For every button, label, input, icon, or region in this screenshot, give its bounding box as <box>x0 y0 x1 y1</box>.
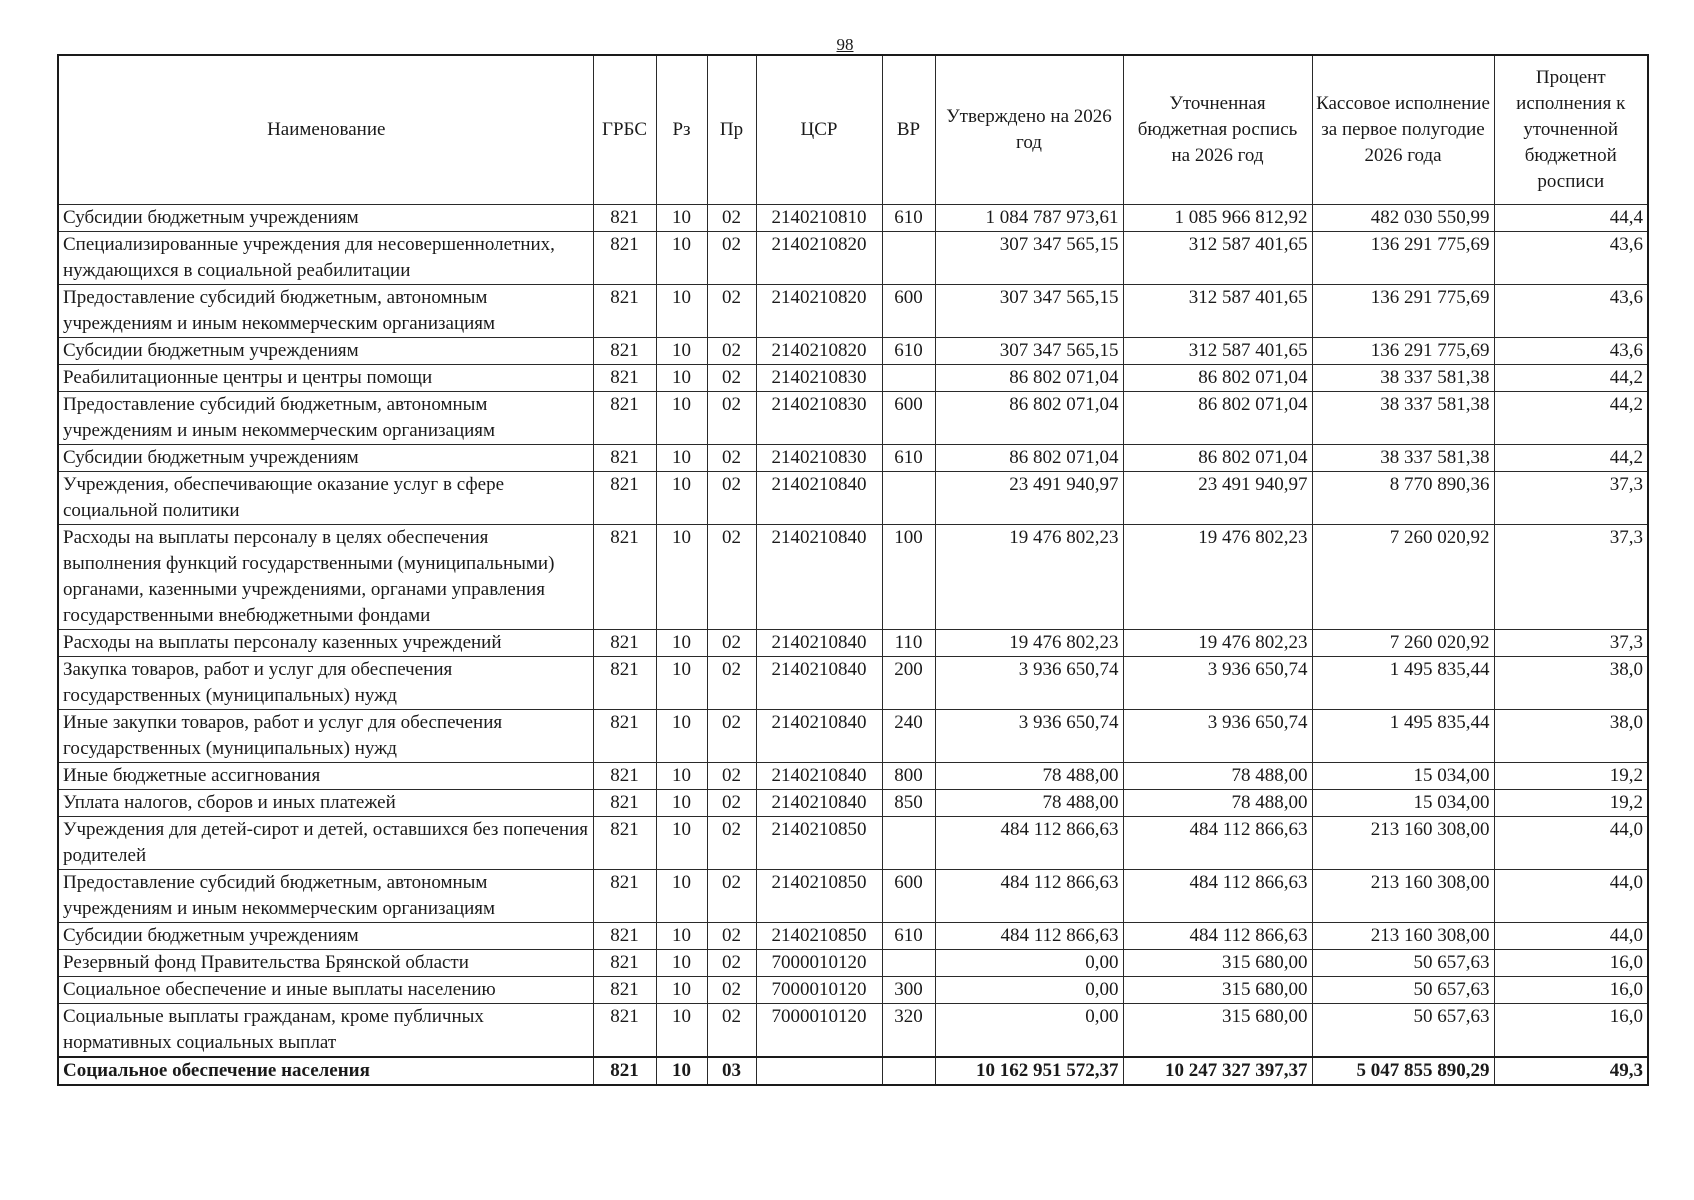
cell-pr: 02 <box>707 205 756 232</box>
cell-name: Реабилитационные центры и центры помощи <box>58 365 593 392</box>
cell-grbs: 821 <box>593 365 656 392</box>
cell-cash: 213 160 308,00 <box>1312 870 1494 923</box>
cell-approved: 307 347 565,15 <box>935 338 1123 365</box>
cell-cash: 50 657,63 <box>1312 1004 1494 1058</box>
table-row <box>58 817 1648 870</box>
cell-refined: 78 488,00 <box>1123 790 1312 817</box>
cell-approved: 484 112 866,63 <box>935 923 1123 950</box>
cell-name: Учреждения для детей-сирот и детей, оставшихся без попечения родителей <box>58 817 593 870</box>
cell-refined: 484 112 866,63 <box>1123 870 1312 923</box>
cell-approved: 484 112 866,63 <box>935 870 1123 923</box>
cell-approved: 86 802 071,04 <box>935 365 1123 392</box>
cell-pr: 02 <box>707 710 756 763</box>
cell-pr: 02 <box>707 763 756 790</box>
cell-approved: 0,00 <box>935 950 1123 977</box>
table-row <box>58 630 1648 657</box>
cell-pr: 02 <box>707 232 756 285</box>
cell-approved: 86 802 071,04 <box>935 392 1123 445</box>
table-row <box>58 923 1648 950</box>
cell-vr: 320 <box>882 1004 935 1058</box>
cell-rz: 10 <box>656 338 707 365</box>
cell-vr <box>882 232 935 285</box>
cell-grbs: 821 <box>593 977 656 1004</box>
cell-rz: 10 <box>656 763 707 790</box>
cell-pr: 02 <box>707 445 756 472</box>
cell-cash: 136 291 775,69 <box>1312 285 1494 338</box>
cell-cash: 1 495 835,44 <box>1312 710 1494 763</box>
cell-rz: 10 <box>656 710 707 763</box>
cell-csr: 2140210840 <box>756 630 882 657</box>
cell-pr: 02 <box>707 870 756 923</box>
cell-refined: 78 488,00 <box>1123 763 1312 790</box>
cell-rz: 10 <box>656 285 707 338</box>
cell-cash: 15 034,00 <box>1312 763 1494 790</box>
cell-csr: 7000010120 <box>756 977 882 1004</box>
cell-percent: 37,3 <box>1494 525 1648 630</box>
cell-refined: 315 680,00 <box>1123 977 1312 1004</box>
cell-grbs: 821 <box>593 445 656 472</box>
cell-refined: 3 936 650,74 <box>1123 710 1312 763</box>
cell-name: Предоставление субсидий бюджетным, автономным учреждениям и иным некоммерческим организациям <box>58 870 593 923</box>
cell-percent: 49,3 <box>1494 1057 1648 1085</box>
cell-rz: 10 <box>656 977 707 1004</box>
cell-refined: 312 587 401,65 <box>1123 285 1312 338</box>
cell-cash: 7 260 020,92 <box>1312 525 1494 630</box>
cell-percent: 37,3 <box>1494 630 1648 657</box>
table-row <box>58 445 1648 472</box>
cell-approved: 78 488,00 <box>935 790 1123 817</box>
cell-vr: 600 <box>882 870 935 923</box>
cell-grbs: 821 <box>593 817 656 870</box>
cell-grbs: 821 <box>593 232 656 285</box>
cell-percent: 44,0 <box>1494 817 1648 870</box>
budget-table <box>57 54 1649 1086</box>
cell-pr: 02 <box>707 977 756 1004</box>
cell-percent: 43,6 <box>1494 232 1648 285</box>
cell-csr: 2140210830 <box>756 445 882 472</box>
cell-refined: 3 936 650,74 <box>1123 657 1312 710</box>
cell-cash: 8 770 890,36 <box>1312 472 1494 525</box>
cell-csr: 2140210850 <box>756 870 882 923</box>
cell-approved: 10 162 951 572,37 <box>935 1057 1123 1085</box>
cell-vr: 850 <box>882 790 935 817</box>
cell-pr: 02 <box>707 525 756 630</box>
cell-cash: 7 260 020,92 <box>1312 630 1494 657</box>
table-row <box>58 710 1648 763</box>
table-row <box>58 657 1648 710</box>
cell-vr: 110 <box>882 630 935 657</box>
cell-grbs: 821 <box>593 472 656 525</box>
cell-percent: 44,2 <box>1494 392 1648 445</box>
cell-percent: 43,6 <box>1494 338 1648 365</box>
cell-grbs: 821 <box>593 790 656 817</box>
cell-cash: 136 291 775,69 <box>1312 232 1494 285</box>
cell-name: Социальные выплаты гражданам, кроме публичных нормативных социальных выплат <box>58 1004 593 1058</box>
cell-percent: 38,0 <box>1494 710 1648 763</box>
cell-vr: 610 <box>882 445 935 472</box>
cell-rz: 10 <box>656 950 707 977</box>
cell-rz: 10 <box>656 205 707 232</box>
cell-vr <box>882 817 935 870</box>
cell-refined: 312 587 401,65 <box>1123 338 1312 365</box>
cell-name: Предоставление субсидий бюджетным, автономным учреждениям и иным некоммерческим организациям <box>58 392 593 445</box>
cell-refined: 86 802 071,04 <box>1123 365 1312 392</box>
header-pr: Пр <box>707 55 756 205</box>
cell-vr: 200 <box>882 657 935 710</box>
cell-csr: 2140210850 <box>756 817 882 870</box>
cell-vr: 600 <box>882 392 935 445</box>
header-rz: Рз <box>656 55 707 205</box>
cell-pr: 02 <box>707 285 756 338</box>
cell-grbs: 821 <box>593 657 656 710</box>
cell-name: Расходы на выплаты персоналу в целях обеспечения выполнения функций государственными (муниципальными) органами, казенными учреждениями, органами управления государственными внебюджетными фондами <box>58 525 593 630</box>
cell-vr <box>882 950 935 977</box>
cell-rz: 10 <box>656 817 707 870</box>
cell-csr: 7000010120 <box>756 950 882 977</box>
cell-name: Социальное обеспечение населения <box>58 1057 593 1085</box>
cell-csr: 2140210840 <box>756 710 882 763</box>
cell-grbs: 821 <box>593 285 656 338</box>
cell-approved: 78 488,00 <box>935 763 1123 790</box>
cell-grbs: 821 <box>593 338 656 365</box>
cell-rz: 10 <box>656 1057 707 1085</box>
cell-grbs: 821 <box>593 763 656 790</box>
cell-pr: 02 <box>707 1004 756 1058</box>
table-row <box>58 763 1648 790</box>
cell-vr <box>882 365 935 392</box>
cell-approved: 23 491 940,97 <box>935 472 1123 525</box>
cell-rz: 10 <box>656 392 707 445</box>
table-row <box>58 977 1648 1004</box>
cell-refined: 23 491 940,97 <box>1123 472 1312 525</box>
cell-pr: 02 <box>707 790 756 817</box>
cell-pr: 02 <box>707 630 756 657</box>
cell-rz: 10 <box>656 630 707 657</box>
cell-vr: 240 <box>882 710 935 763</box>
cell-name: Субсидии бюджетным учреждениям <box>58 923 593 950</box>
table-row <box>58 790 1648 817</box>
cell-approved: 19 476 802,23 <box>935 525 1123 630</box>
cell-cash: 50 657,63 <box>1312 950 1494 977</box>
table-header-row <box>58 55 1648 205</box>
cell-percent: 19,2 <box>1494 763 1648 790</box>
cell-vr: 800 <box>882 763 935 790</box>
table-row <box>58 870 1648 923</box>
cell-grbs: 821 <box>593 923 656 950</box>
cell-approved: 19 476 802,23 <box>935 630 1123 657</box>
cell-rz: 10 <box>656 365 707 392</box>
table-row <box>58 1004 1648 1058</box>
cell-name: Субсидии бюджетным учреждениям <box>58 338 593 365</box>
cell-pr: 03 <box>707 1057 756 1085</box>
cell-csr: 2140210840 <box>756 657 882 710</box>
cell-vr: 610 <box>882 338 935 365</box>
table-row <box>58 1057 1648 1085</box>
header-refined: Уточненная бюджетная роспись на 2026 год <box>1123 55 1312 205</box>
cell-vr: 300 <box>882 977 935 1004</box>
table-row <box>58 392 1648 445</box>
cell-percent: 44,0 <box>1494 870 1648 923</box>
cell-cash: 213 160 308,00 <box>1312 923 1494 950</box>
cell-rz: 10 <box>656 1004 707 1058</box>
cell-name: Социальное обеспечение и иные выплаты населению <box>58 977 593 1004</box>
cell-csr: 2140210820 <box>756 232 882 285</box>
cell-refined: 19 476 802,23 <box>1123 525 1312 630</box>
cell-refined: 19 476 802,23 <box>1123 630 1312 657</box>
cell-percent: 16,0 <box>1494 950 1648 977</box>
cell-csr: 2140210820 <box>756 285 882 338</box>
cell-cash: 482 030 550,99 <box>1312 205 1494 232</box>
header-approved: Утверждено на 2026 год <box>935 55 1123 205</box>
cell-percent: 44,2 <box>1494 445 1648 472</box>
cell-refined: 315 680,00 <box>1123 950 1312 977</box>
cell-cash: 38 337 581,38 <box>1312 445 1494 472</box>
cell-rz: 10 <box>656 790 707 817</box>
cell-rz: 10 <box>656 472 707 525</box>
cell-refined: 86 802 071,04 <box>1123 392 1312 445</box>
cell-vr: 600 <box>882 285 935 338</box>
cell-pr: 02 <box>707 365 756 392</box>
cell-percent: 44,2 <box>1494 365 1648 392</box>
cell-rz: 10 <box>656 923 707 950</box>
cell-approved: 307 347 565,15 <box>935 285 1123 338</box>
cell-approved: 484 112 866,63 <box>935 817 1123 870</box>
cell-pr: 02 <box>707 392 756 445</box>
cell-refined: 86 802 071,04 <box>1123 445 1312 472</box>
cell-cash: 50 657,63 <box>1312 977 1494 1004</box>
cell-cash: 15 034,00 <box>1312 790 1494 817</box>
table-row <box>58 338 1648 365</box>
cell-grbs: 821 <box>593 870 656 923</box>
cell-pr: 02 <box>707 657 756 710</box>
header-cash: Кассовое исполнение за первое полугодие 2026 года <box>1312 55 1494 205</box>
cell-grbs: 821 <box>593 950 656 977</box>
cell-percent: 44,0 <box>1494 923 1648 950</box>
cell-approved: 0,00 <box>935 1004 1123 1058</box>
cell-percent: 43,6 <box>1494 285 1648 338</box>
cell-refined: 1 085 966 812,92 <box>1123 205 1312 232</box>
cell-vr: 610 <box>882 205 935 232</box>
table-row <box>58 525 1648 630</box>
cell-name: Иные закупки товаров, работ и услуг для обеспечения государственных (муниципальных) нужд <box>58 710 593 763</box>
cell-csr: 2140210830 <box>756 392 882 445</box>
cell-grbs: 821 <box>593 630 656 657</box>
table-row <box>58 950 1648 977</box>
cell-pr: 02 <box>707 923 756 950</box>
cell-grbs: 821 <box>593 525 656 630</box>
cell-rz: 10 <box>656 232 707 285</box>
cell-name: Субсидии бюджетным учреждениям <box>58 205 593 232</box>
cell-csr: 2140210830 <box>756 365 882 392</box>
cell-name: Уплата налогов, сборов и иных платежей <box>58 790 593 817</box>
cell-approved: 3 936 650,74 <box>935 710 1123 763</box>
cell-name: Закупка товаров, работ и услуг для обеспечения государственных (муниципальных) нужд <box>58 657 593 710</box>
cell-name: Предоставление субсидий бюджетным, автономным учреждениям и иным некоммерческим организациям <box>58 285 593 338</box>
cell-name: Иные бюджетные ассигнования <box>58 763 593 790</box>
cell-refined: 315 680,00 <box>1123 1004 1312 1058</box>
cell-vr <box>882 1057 935 1085</box>
cell-refined: 484 112 866,63 <box>1123 923 1312 950</box>
cell-grbs: 821 <box>593 1057 656 1085</box>
cell-csr <box>756 1057 882 1085</box>
page-number: 98 <box>836 35 854 54</box>
cell-rz: 10 <box>656 657 707 710</box>
cell-refined: 484 112 866,63 <box>1123 817 1312 870</box>
cell-approved: 0,00 <box>935 977 1123 1004</box>
cell-pr: 02 <box>707 950 756 977</box>
header-percent: Процент исполнения к уточненной бюджетной росписи <box>1494 55 1648 205</box>
cell-csr: 2140210820 <box>756 338 882 365</box>
header-csr: ЦСР <box>756 55 882 205</box>
cell-cash: 38 337 581,38 <box>1312 392 1494 445</box>
cell-rz: 10 <box>656 445 707 472</box>
cell-percent: 19,2 <box>1494 790 1648 817</box>
cell-rz: 10 <box>656 870 707 923</box>
cell-name: Резервный фонд Правительства Брянской области <box>58 950 593 977</box>
cell-approved: 3 936 650,74 <box>935 657 1123 710</box>
cell-approved: 1 084 787 973,61 <box>935 205 1123 232</box>
cell-approved: 307 347 565,15 <box>935 232 1123 285</box>
cell-approved: 86 802 071,04 <box>935 445 1123 472</box>
cell-refined: 312 587 401,65 <box>1123 232 1312 285</box>
cell-rz: 10 <box>656 525 707 630</box>
cell-percent: 38,0 <box>1494 657 1648 710</box>
cell-grbs: 821 <box>593 205 656 232</box>
cell-percent: 16,0 <box>1494 1004 1648 1058</box>
cell-pr: 02 <box>707 817 756 870</box>
cell-csr: 2140210840 <box>756 790 882 817</box>
cell-percent: 16,0 <box>1494 977 1648 1004</box>
cell-pr: 02 <box>707 472 756 525</box>
cell-csr: 2140210840 <box>756 763 882 790</box>
cell-vr <box>882 472 935 525</box>
cell-refined: 10 247 327 397,37 <box>1123 1057 1312 1085</box>
cell-csr: 2140210810 <box>756 205 882 232</box>
cell-csr: 2140210850 <box>756 923 882 950</box>
header-grbs: ГРБС <box>593 55 656 205</box>
cell-cash: 38 337 581,38 <box>1312 365 1494 392</box>
cell-name: Расходы на выплаты персоналу казенных учреждений <box>58 630 593 657</box>
cell-grbs: 821 <box>593 710 656 763</box>
table-row <box>58 205 1648 232</box>
cell-pr: 02 <box>707 338 756 365</box>
table-row <box>58 232 1648 285</box>
cell-cash: 5 047 855 890,29 <box>1312 1057 1494 1085</box>
cell-grbs: 821 <box>593 1004 656 1058</box>
header-name: Наименование <box>58 55 593 205</box>
cell-csr: 2140210840 <box>756 472 882 525</box>
header-vr: ВР <box>882 55 935 205</box>
table-row <box>58 472 1648 525</box>
cell-name: Специализированные учреждения для несовершеннолетних, нуждающихся в социальной реабилитации <box>58 232 593 285</box>
cell-cash: 1 495 835,44 <box>1312 657 1494 710</box>
table-row <box>58 285 1648 338</box>
cell-grbs: 821 <box>593 392 656 445</box>
cell-percent: 44,4 <box>1494 205 1648 232</box>
cell-vr: 100 <box>882 525 935 630</box>
cell-percent: 37,3 <box>1494 472 1648 525</box>
cell-name: Субсидии бюджетным учреждениям <box>58 445 593 472</box>
cell-csr: 7000010120 <box>756 1004 882 1058</box>
table-row <box>58 365 1648 392</box>
cell-cash: 136 291 775,69 <box>1312 338 1494 365</box>
cell-vr: 610 <box>882 923 935 950</box>
cell-csr: 2140210840 <box>756 525 882 630</box>
cell-cash: 213 160 308,00 <box>1312 817 1494 870</box>
cell-name: Учреждения, обеспечивающие оказание услуг в сфере социальной политики <box>58 472 593 525</box>
